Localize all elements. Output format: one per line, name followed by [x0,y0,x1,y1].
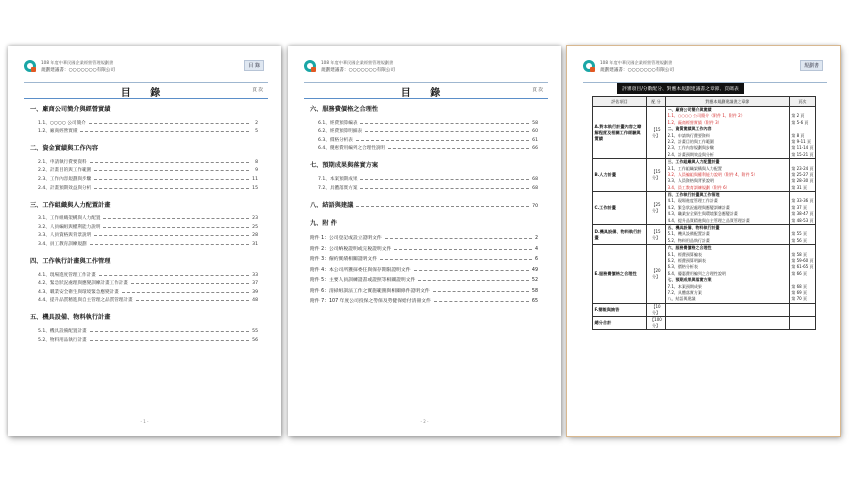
table-of-contents [310,104,538,304]
table-caption: 評審項目/分數配分、對應本規劃建議書之章節、頁碼表 [617,83,744,94]
leader-dots [131,283,249,284]
eval-pages [789,316,815,329]
header-line-1: 108 年度中華民國企業經營管理規劃書 [600,60,673,65]
section-line: 2.4、計畫預期效益與分析 [667,151,714,157]
toc-entry [310,294,538,305]
eval-pages [789,107,815,159]
page-ref: 第 15-21 頁 [791,151,814,157]
page-title: 目 錄 [400,88,449,99]
toc-entry [310,283,538,294]
toc-entry-page: 2 [255,120,258,126]
toc-entry-page: 25 [252,224,258,230]
section-line: 七、預期成果與落實方案 [667,277,712,283]
company-logo-icon [24,60,36,72]
leader-dots [356,140,529,141]
section-line: 二、資質實績與工作內容 [667,126,712,132]
leader-dots [388,148,529,149]
page-tag: 規劃書 [800,60,823,71]
toc-entry-label: 3.3、人員資格與背景說明 [38,233,92,239]
divider [24,98,268,99]
page-ref: 第 56 頁 [791,237,807,243]
section-line: 四、工作執行計畫與工作管理 [667,192,720,198]
column-header: 評估項目 [593,97,647,107]
toc-entry [310,273,538,284]
toc-entry [30,286,258,295]
section-line: 1.2、廠商經營實績（附件 3） [667,119,722,125]
page-ref: 第 28-30 頁 [791,178,814,184]
page-ref: 第 70 頁 [791,296,807,302]
leader-dots [394,249,532,250]
page-ref: 第 58 頁 [791,251,807,257]
toc-entry [30,230,258,239]
toc-entry [30,117,258,126]
eval-pages [789,225,815,245]
page-header [304,58,548,80]
document-page-1 [8,46,281,436]
toc-entry-page: 8 [255,159,258,165]
leader-dots [434,301,529,302]
eval-score: 【20 分】 [647,245,666,304]
toc-entry [310,117,538,126]
toc-entry-label: 2.4、計畫預期效益與分析 [38,185,92,191]
appendix-title: 九、附 件 [310,219,337,227]
leader-dots [360,179,529,180]
toc-entry-label: 6.2、經費預算明細表 [318,129,363,135]
page-title: 目 錄 [120,88,169,99]
toc-section-title [310,200,538,209]
section-line: 4.1、現場進度管理工作計畫 [667,198,718,204]
eval-sections [666,316,790,329]
toc-entry-label: 附件 1：公司登記或設立證明文件 [310,236,382,242]
page-column-label: 頁 次 [252,88,263,93]
toc-entry-page: 37 [252,281,258,287]
page-column-label: 頁 次 [532,88,543,93]
toc-entry-page: 70 [532,203,538,209]
toc-entry [30,213,258,222]
toc-entry-label: 附件 3：僱約實績相關證明文件 [310,257,377,263]
toc-entry-page: 68 [532,176,538,182]
eval-item: F.簡報與詢答 [593,303,647,316]
toc-entry-label: 1.2、廠商經營實績 [38,129,78,135]
eval-sections [666,192,790,225]
toc-entry-page: 56 [252,337,258,343]
toc-entry-label: 6.4、優惠費用編列之合理性說明 [318,146,386,152]
toc-entry-page: 49 [531,267,538,273]
eval-pages [789,192,815,225]
section-line: 八、結語與建議 [667,296,696,302]
page-ref: 第 25-27 頁 [791,171,814,177]
toc-entry-page: 6 [534,257,538,263]
header-line-1: 108 年度中華民國企業經營管理規劃書 [41,60,114,65]
toc-entry [30,269,258,278]
section-line: 5.1、機具設備配置計畫 [667,231,710,237]
toc-entry [30,278,258,287]
document-page-3 [567,46,840,436]
page-number: - 2 - [420,419,429,424]
column-header: 配 分 [647,97,666,107]
toc-entry-label: 附件 5：主要人員訓練證書或證照等相關證明文件 [310,278,416,284]
eval-item: 總分合計 [593,316,647,329]
document-page-2 [288,46,561,436]
table-row [593,316,816,329]
eval-item: C.工作計畫 [593,192,647,225]
leader-dots [94,235,249,236]
eval-item: B.人力計畫 [593,159,647,192]
toc-entry [310,231,538,242]
leader-dots [99,275,249,276]
table-row [593,303,816,316]
toc-entry [30,173,258,182]
leader-dots [136,300,249,301]
leader-dots [360,188,529,189]
table-row [593,225,816,245]
section-line: 一、廠商公司簡介與實績 [667,107,712,112]
leader-dots [94,170,249,171]
toc-entry-label: 3.4、員工教育訓練規劃 [38,241,87,247]
header-line-2: 規劃建議書：○○○○○○○有限公司 [41,68,115,73]
toc-entry-label: 附件 4：本公司所獲採委任與保存期限證明文件 [310,267,411,273]
toc-section-title: 四、工作執行計畫與工作管理 [30,257,111,265]
section-line: 1.1、○○○○ 公司簡介（附件 1、附件 2） [667,113,745,119]
leader-dots [80,131,249,132]
page-ref: 第 69 頁 [791,289,807,295]
toc-entry-page: 15 [252,185,258,191]
leader-dots [90,244,249,245]
toc-entry-label: 6.1、經費預算編表 [318,120,358,126]
section-line: 4.4、提升品質精進與自主管理之品質管理計畫 [667,217,750,223]
header-line-2: 規劃建議書：○○○○○○○有限公司 [600,68,674,73]
toc-entry-label: 2.3、工作內容規劃與步驟 [38,176,92,182]
toc-section-title: 二、資金實績與工作內容 [30,145,99,153]
evaluation-table [592,96,816,330]
toc-entry-page: 4 [534,246,538,252]
toc-entry-page: 23 [252,216,258,222]
page-ref: 第 31 頁 [791,184,807,190]
leader-dots [94,188,249,189]
table-row [593,159,816,192]
eval-item: E.服務費價格之合理性 [593,245,647,304]
leader-dots [103,227,249,228]
toc-entry-page: 2 [534,236,538,242]
section-line: 2.2、計畫目的與工作範圍 [667,138,714,144]
toc-entry [310,126,538,135]
leader-dots [414,270,529,271]
page-ref: 第 48-53 頁 [791,217,814,223]
toc-entry [30,165,258,174]
eval-sections [666,159,790,192]
eval-item: D.機具設備、物料執行計畫 [593,225,647,245]
toc-entry [310,262,538,273]
column-header: 頁次 [789,97,815,107]
eval-sections [666,303,790,316]
toc-entry-label: 5.2、物料用品執行計畫 [38,337,87,343]
eval-score: 【15 分】 [647,225,666,245]
page-ref: 第 5-6 頁 [791,119,809,125]
page-ref: 第 9-11 頁 [791,138,811,144]
section-line: 3.2、人員編組與權利能力說明（附件 4、附件 5） [667,171,758,177]
toc-entry-label: 附件 6：清掃組訓法工作之實施範圍與相關條件證明文件 [310,288,430,294]
leader-dots [360,123,529,124]
header-line-1: 108 年度中華民國企業經營管理規劃書 [321,60,394,65]
leader-dots [365,131,529,132]
toc-entry [30,238,258,247]
toc-entry-label: 6.3、價格分析表 [318,137,353,143]
eval-score: 【10 分】 [647,303,666,316]
toc-entry-label: 7.2、具體落實方案 [318,185,358,191]
eval-pages [789,303,815,316]
section-line: 4.2、緊急狀況處理與應變訓練計畫 [667,204,730,210]
section-line: 2.3、工作內容規劃與步驟 [667,145,714,151]
toc-entry-label: 3.2、人員編組與權利能力說明 [38,224,101,230]
page-ref: 第 11-14 頁 [791,145,814,151]
toc-entry-page: 55 [252,328,258,334]
eval-sections [666,225,790,245]
header-line-2: 規劃建議書：○○○○○○○有限公司 [321,68,395,73]
toc-entry-page: 58 [531,288,538,294]
leader-dots [380,259,532,260]
toc-entry [30,334,258,343]
toc-entry-page: 33 [252,272,258,278]
toc-entry [30,156,258,165]
toc-entry-page: 11 [252,176,258,182]
section-line: 5.2、物料用品執行計畫 [667,237,710,243]
page-ref: 第 68 頁 [791,283,807,289]
toc-entry-page: 61 [532,137,538,143]
leader-dots [385,238,532,239]
section-line: 6.1、經費預算編表 [667,251,702,257]
divider [304,82,548,83]
table-of-contents [30,104,258,343]
page-ref: 第 66 頁 [791,270,807,276]
page-header [583,58,827,80]
leader-dots [122,292,249,293]
table-row [593,107,816,159]
toc-entry [30,221,258,230]
eval-pages [789,159,815,192]
toc-entry [310,252,538,263]
toc-section-title: 七、預期成果與落實方案 [310,162,379,170]
section-line: 六、服務費價格之合理性 [667,245,712,251]
eval-item: A.對本執行計畫內容之瞭解程度及相關工作經驗與實績 [593,107,647,159]
toc-entry-label: 5.1、機具設備配置計畫 [38,328,87,334]
leader-dots [103,218,249,219]
eval-pages [789,245,815,304]
toc-entry-label: 附件 7：107 年度公司投保之勞保及勞健保給付清冊文件 [310,299,431,305]
section-line: 3.4、員工教育訓練規劃（附件 6） [667,184,730,190]
toc-entry-label: 附件 2：公司納稅證明或完稅證明文件 [310,246,392,252]
toc-entry [310,241,538,252]
toc-entry [30,182,258,191]
eval-score: 【15 分】 [647,159,666,192]
toc-entry-label: 1.1、○○○○ 公司簡介 [38,120,86,126]
toc-entry [30,325,258,334]
toc-entry-label: 八、結語與建議 [310,201,354,209]
toc-entry-label: 2.1、申請執行費要資料 [38,159,87,165]
page-ref: 第 33-36 頁 [791,198,814,204]
section-line: 6.2、經費預算明細表 [667,257,706,263]
toc-entry [310,134,538,143]
page-ref: 第 55 頁 [791,231,807,237]
leader-dots [89,123,249,124]
page-header [24,58,268,80]
section-line: 3.1、工作組織架構與人力配置 [667,165,722,171]
toc-entry-label: 4.3、職業安全衛生與環境緊急應變計畫 [38,289,119,295]
leader-dots [90,340,249,341]
toc-entry [310,173,538,182]
page-tag: 目 錄 [244,60,264,71]
leader-dots [418,280,529,281]
toc-entry-page: 52 [531,278,538,284]
company-logo-icon [583,60,595,72]
page-ref: 第 37 頁 [791,204,807,210]
toc-entry-label: 3.1、工作組織架構與人力配置 [38,216,101,222]
toc-entry-page: 68 [532,185,538,191]
section-line: 7.1、本案預期成果 [667,283,702,289]
toc-entry-label: 7.1、本案預期成果 [318,176,358,182]
eval-score: 【25 分】 [647,192,666,225]
leader-dots [90,162,249,163]
leader-dots [90,331,249,332]
toc-entry-page: 28 [252,233,258,239]
section-line: 五、機具設備、物料執行計畫 [667,225,720,231]
divider [24,82,268,83]
toc-entry-label: 4.4、提升品質精進與自主管理之品質管理計畫 [38,298,133,304]
section-line: 2.1、申請執行費要資料 [667,132,710,138]
page-number: - 1 - [140,419,149,424]
toc-section-title: 六、服務費價格之合理性 [310,106,379,113]
eval-sections [666,245,790,304]
toc-entry-page: 31 [252,241,258,247]
section-line: 3.3、人員資格與背景說明 [667,178,714,184]
leader-dots [433,291,529,292]
section-line: 7.2、具體落實方案 [667,289,702,295]
toc-entry-page: 39 [252,289,258,295]
toc-section-title: 五、機具設備、物料執行計畫 [30,314,111,322]
toc-entry-page: 48 [252,298,258,304]
toc-section-title: 三、工作組織與人力配置計畫 [30,201,111,209]
page-ref: 第 23-24 頁 [791,165,814,171]
toc-entry-page: 65 [531,299,538,305]
section-line: 6.3、價格分析表 [667,264,698,270]
leader-dots [356,206,529,207]
company-logo-icon [304,60,316,72]
toc-entry [30,295,258,304]
toc-entry-page: 66 [532,146,538,152]
toc-entry-page: 9 [255,168,258,174]
toc-entry-label: 2.2、計畫目的與工作範圍 [38,168,92,174]
toc-entry-label: 4.1、現場進度管理工作計畫 [38,272,96,278]
toc-section-title: 一、廠商公司簡介與經營實績 [30,106,111,113]
eval-score: 【100 分】 [647,316,666,329]
page-ref: 第 38-47 頁 [791,211,814,217]
toc-entry [310,182,538,191]
leader-dots [94,179,249,180]
eval-sections [666,107,790,159]
section-line: 三、工作組織與人力配置計畫 [667,159,720,165]
column-header: 對應本規劃建議書之章節 [666,97,790,107]
table-row [593,192,816,225]
page-ref: 第 2 頁 [791,113,805,119]
page-ref: 第 59-60 頁 [791,257,814,263]
table-row [593,245,816,304]
page-ref: 第 8 頁 [791,132,805,138]
toc-entry-page: 60 [532,129,538,135]
table-header-row [593,97,816,107]
toc-entry [310,143,538,152]
toc-entry-label: 4.2、緊急狀況處理與應變訓練計畫工作計畫 [38,281,128,287]
divider [304,98,548,99]
page-ref: 第 61-65 頁 [791,264,814,270]
section-line: 6.4、優惠費用編列之合理性說明 [667,270,726,276]
section-line: 4.3、職業安全衛生與環境緊急應變計畫 [667,211,738,217]
toc-entry-page: 58 [532,120,538,126]
toc-entry [30,126,258,135]
toc-entry-page: 5 [255,129,258,135]
eval-score: 【15 分】 [647,107,666,159]
